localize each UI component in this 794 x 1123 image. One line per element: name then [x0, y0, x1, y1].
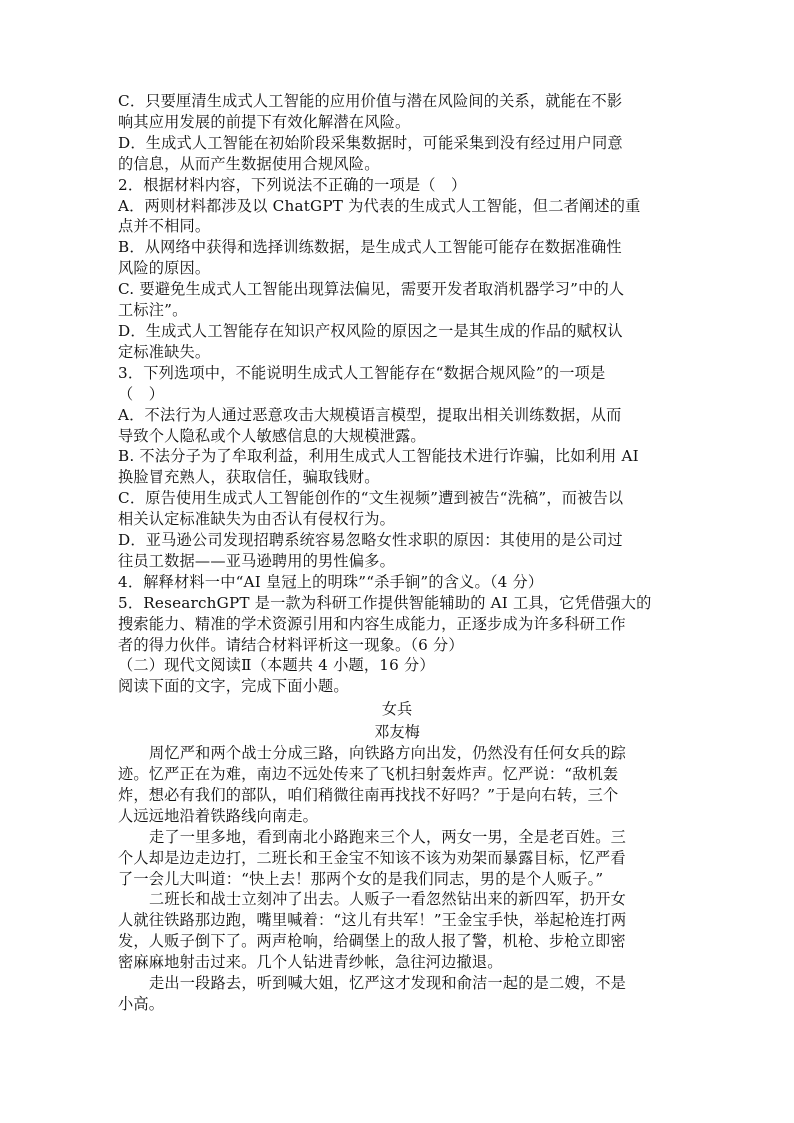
text-line: D．生成式人工智能存在知识产权风险的原因之一是其生成的作品的赋权认 — [118, 321, 623, 340]
text-line: 周忆严和两个战士分成三路，向铁路方向出发，仍然没有任何女兵的踪 — [149, 744, 627, 763]
text-line: 人远远地沿着铁路线向南走。 — [118, 806, 319, 825]
text-line: 导致个人隐私或个人敏感信息的大规模泄露。 — [118, 426, 426, 445]
text-line: 点并不相同。 — [118, 217, 211, 236]
section-instruction: 阅读下面的文字，完成下面小题。 — [118, 677, 349, 696]
story-author: 邓友梅 — [374, 723, 420, 742]
text-line: 密麻麻地射击过来。几个人钻进青纱帐，急往河边撤退。 — [118, 953, 503, 972]
text-line: 的信息，从而产生数据使用合规风险。 — [118, 154, 380, 173]
text-line: 定标准缺失。 — [118, 342, 211, 361]
text-line: 二班长和战士立刻冲了出去。人贩子一看忽然钻出来的新四军，扔开女 — [149, 890, 627, 909]
text-line: A．两则材料都涉及以 ChatGPT 为代表的生成式人工智能，但二者阐述的重 — [118, 196, 641, 215]
story-paragraph-1 — [118, 743, 676, 827]
text-line: 换脸冒充熟人，获取信任，骗取钱财。 — [118, 468, 380, 487]
text-line: 5．ResearchGPT 是一款为科研工作提供智能辅助的 AI 工具，它凭借强大的 — [118, 593, 652, 612]
question-4: 4．解释材料一中“AI 皇冠上的明珠”“杀手锏”的含义。（4 分） — [118, 572, 544, 591]
text-line: 迹。忆严正在为难，南边不远处传来了飞机扫射轰炸声。忆严说：“敌机轰 — [118, 765, 619, 783]
question-stem: （ ） — [118, 384, 165, 403]
question-stem: 3．下列选项中，不能说明生成式人工智能存在“数据合规风险”的一项是 — [118, 363, 606, 382]
text-line: 发，人贩子倒下了。两声枪响，给碉堡上的敌人报了警，机枪、步枪立即密 — [118, 932, 626, 951]
question-5 — [118, 593, 676, 656]
story-title: 女兵 — [381, 700, 413, 719]
text-line: 人就往铁路那边跑，嘴里喊着：“这儿有共军！”王金宝手快，举起枪连打两 — [118, 911, 627, 930]
text-line: B．从网络中获得和选择训练数据，是生成式人工智能可能存在数据准确性 — [118, 238, 622, 257]
text-line: D．生成式人工智能在初始阶段采集数据时，可能采集到没有经过用户同意 — [118, 133, 623, 152]
story-paragraph-4 — [118, 973, 676, 1015]
text-line: C．原告使用生成式人工智能创作的“文生视频”遭到被告“洗稿”，而被告以 — [118, 489, 624, 508]
text-line: 工标注”。 — [118, 301, 188, 320]
q1-option-c — [118, 91, 676, 133]
text-line: 相关认定标准缺失为由否认有侵权行为。 — [118, 510, 395, 529]
question-3 — [118, 363, 676, 572]
text-line: 搜索能力、精准的学术资源引用和内容生成能力，正逐步成为许多科研工作 — [118, 614, 626, 633]
text-line: 小高。 — [118, 994, 165, 1013]
text-line: 走了一里多地，看到南北小路跑来三个人，两女一男，全是老百姓。三 — [149, 827, 627, 846]
story-paragraph-2 — [118, 827, 676, 890]
text-line: C. 要避免生成式人工智能出现算法偏见，需要开发者取消机器学习”中的人 — [118, 280, 625, 299]
text-line: 走出一段路去，听到喊大姐，忆严这才发现和俞洁一起的是二嫂，不是 — [149, 974, 627, 993]
text-line: C．只要厘清生成式人工智能的应用价值与潜在风险间的关系，就能在不影 — [118, 92, 623, 110]
text-line: B. 不法分子为了牟取利益，利用生成式人工智能技术进行诈骗，比如利用 AI — [118, 447, 639, 466]
text-line: 了一会儿大叫道：“快上去！那两个女的是我们同志，男的是个人贩子。” — [118, 869, 604, 888]
q1-option-d — [118, 133, 676, 175]
text-line: 者的得力伙伴。请结合材料评析这一现象。（6 分） — [118, 635, 464, 654]
section-heading: （二）现代文阅读Ⅱ（本题共 4 小题，16 分） — [118, 656, 435, 675]
question-2 — [118, 175, 676, 363]
text-line: D．亚马逊公司发现招聘系统容易忽略女性求职的原因：其使用的是公司过 — [118, 531, 623, 550]
question-stem: 2．根据材料内容，下列说法不正确的一项是（ ） — [118, 175, 467, 194]
text-line: 风险的原因。 — [118, 259, 211, 278]
text-line: 炸，想必有我们的部队，咱们稍微往南再找找不好吗？”于是向右转，三个 — [118, 785, 619, 804]
document-page — [118, 91, 676, 1015]
text-line: 响其应用发展的前提下有效化解潜在风险。 — [118, 112, 411, 131]
text-line: 个人却是边走边打，二班长和王金宝不知该不该为劝架而暴露目标，忆严看 — [118, 848, 626, 867]
story-paragraph-3 — [118, 889, 676, 973]
text-line: 往员工数据——亚马逊聘用的男性偏多。 — [118, 551, 395, 570]
text-line: A．不法行为人通过恶意攻击大规模语言模型，提取出相关训练数据，从而 — [118, 405, 622, 424]
